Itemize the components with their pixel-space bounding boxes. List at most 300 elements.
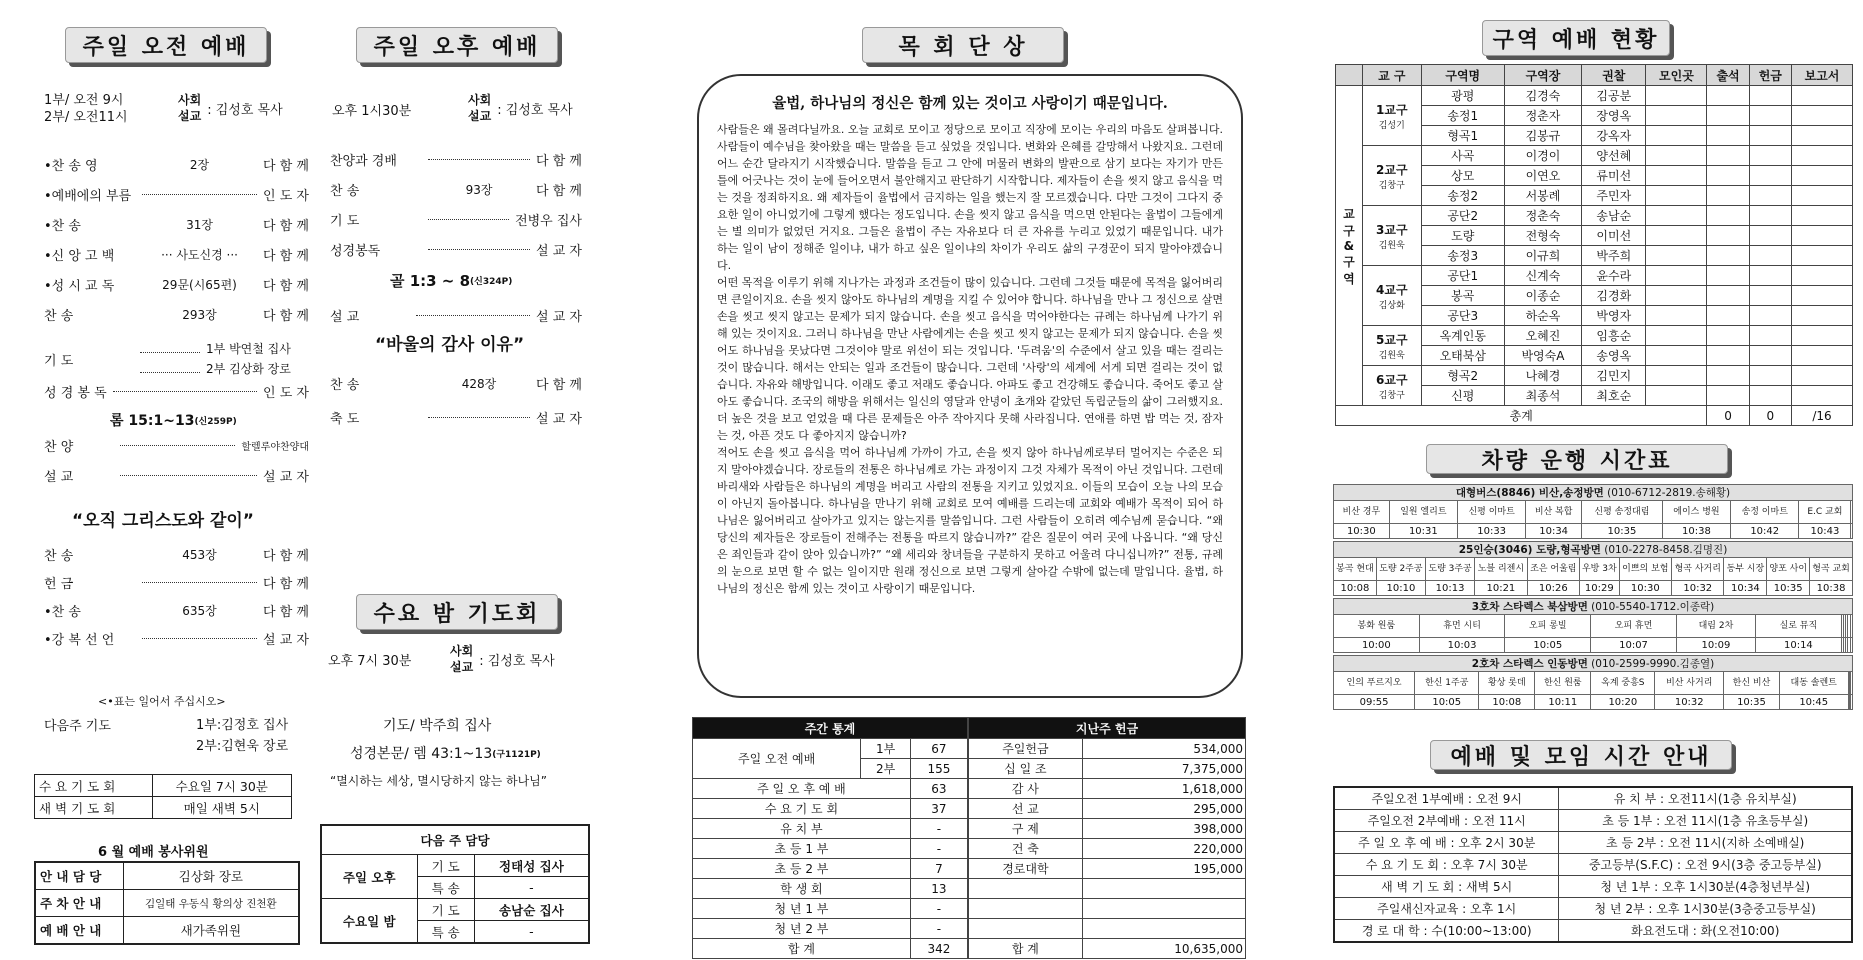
- afternoon-service-header: 주일 오후 예배: [356, 27, 558, 63]
- group-cell: 장영옥: [1582, 106, 1646, 126]
- offering-value: 195,000: [1082, 859, 1245, 879]
- bus-stop: 도량 2주공: [1376, 558, 1425, 581]
- empty-cell: [1707, 386, 1749, 406]
- bus-stop: 한신 비산: [1724, 672, 1780, 695]
- afternoon-order-row: [330, 180, 582, 199]
- group-cell: 신평: [1421, 386, 1504, 406]
- service-time-row: [1334, 920, 1852, 943]
- group-cell: 김경화: [1582, 286, 1646, 306]
- morning-order-row: [44, 215, 309, 234]
- volunteer-title: 6 월 예배 봉사위원: [98, 845, 209, 860]
- item-label: •성 시 교 독: [44, 279, 115, 294]
- offering-row: [969, 839, 1246, 859]
- service-time-cell: 경 로 대 학 : 수(10:00~13:00): [1334, 920, 1559, 943]
- morning-sermon: 설 교 설 교 자: [44, 470, 309, 485]
- bus-stop: [1851, 501, 1853, 524]
- empty-cell: [1749, 106, 1791, 126]
- total-row: [1336, 406, 1853, 426]
- bus-title: 25인승(3046) 도량,형곡방면: [1458, 544, 1601, 556]
- time-2: 2부/ 오전11시: [44, 110, 128, 125]
- item-detail: 29문(시65편): [162, 278, 237, 292]
- empty-cell: [1749, 306, 1791, 326]
- weekly-value: 63: [910, 779, 967, 799]
- bus-stop: 신평 이마트: [1458, 501, 1526, 524]
- volunteer-table: 안 내 담 당 김상화 장로 주 차 안 내 김일태 우동식 황의상 진천환 예 배 안 내 새가족위원: [34, 861, 300, 945]
- empty-cell: [1791, 266, 1852, 286]
- bus-time: 10:07: [1591, 638, 1677, 653]
- group-cell: 최호순: [1582, 386, 1646, 406]
- bus-time: 10:35: [1582, 524, 1663, 539]
- item-leader: 전병우 집사: [515, 214, 582, 229]
- service-times-table: [1333, 786, 1853, 943]
- empty-cell: [1749, 86, 1791, 106]
- offering-label: [969, 919, 1083, 939]
- bus-route: [1333, 655, 1853, 710]
- offering-value: 295,000: [1082, 799, 1245, 819]
- bus-time: [1851, 524, 1853, 539]
- empty-cell: [1646, 386, 1707, 406]
- bus-stop: 한신 1주공: [1415, 672, 1479, 695]
- group-cell: 김봉규: [1504, 126, 1581, 146]
- morning-order2-row: [44, 545, 309, 564]
- bus-stop: 휴먼 시티: [1419, 615, 1505, 638]
- cell-group-table: [1335, 64, 1853, 426]
- offering-row: [969, 739, 1246, 759]
- group-cell: 옥계인동: [1421, 326, 1504, 346]
- item-label: 찬 송: [44, 549, 74, 564]
- weekly-row: [693, 939, 968, 959]
- item-detail: 293장: [182, 308, 217, 322]
- bus-stop: 비산 복합: [1526, 501, 1582, 524]
- offering-row: [969, 819, 1246, 839]
- offering-value: 220,000: [1082, 839, 1245, 859]
- empty-cell: [1791, 246, 1852, 266]
- offering-value: [1082, 879, 1245, 899]
- item-leader: 설 교 자: [263, 633, 309, 648]
- item-label: •찬 송: [44, 219, 81, 234]
- empty-cell: [1749, 166, 1791, 186]
- offering-label: 십 일 조: [969, 759, 1083, 779]
- group-cell: 신계숙: [1504, 266, 1581, 286]
- side-col: [1336, 65, 1363, 86]
- group-cell: 공단2: [1421, 206, 1504, 226]
- group-cell: 오혜진: [1504, 326, 1581, 346]
- morning-scripture: 성 경 봉 독 인 도 자: [44, 386, 309, 401]
- bus-time: 10:34: [1724, 581, 1767, 596]
- wed-time: 오후 7시 30분: [328, 654, 412, 669]
- bus-route: [1333, 541, 1853, 596]
- item-label: 축 도: [330, 412, 360, 427]
- weekly-value: 37: [910, 799, 967, 819]
- item-leader: 다 함 께: [536, 154, 582, 169]
- bus-time: 10:32: [1655, 695, 1724, 710]
- wed-prayer: 기도/ 박주희 집사: [383, 718, 492, 734]
- group-cell: 박주희: [1582, 246, 1646, 266]
- group-cell: 공단3: [1421, 306, 1504, 326]
- afternoon-order2-row: [330, 408, 582, 427]
- weekly-value: -: [910, 899, 967, 919]
- group-cell: 임흥순: [1582, 326, 1646, 346]
- afternoon-time: 오후 1시30분: [332, 104, 412, 119]
- offering-row: [969, 799, 1246, 819]
- offering-value: 398,000: [1082, 819, 1245, 839]
- weekly-value: 13: [910, 879, 967, 899]
- weekly-label: 초 등 1 부: [693, 839, 911, 859]
- district-name: 3교구 김원욱: [1362, 206, 1421, 266]
- empty-cell: [1707, 226, 1749, 246]
- group-cell: 나혜경: [1504, 366, 1581, 386]
- afternoon-order-row: [330, 210, 582, 229]
- offering-value: 10,635,000: [1082, 939, 1245, 959]
- empty-cell: [1749, 206, 1791, 226]
- bus-stop: 동부 시장: [1724, 558, 1767, 581]
- item-leader: 다 함 께: [263, 219, 309, 234]
- empty-cell: [1791, 226, 1852, 246]
- weekly-row: [693, 879, 968, 899]
- group-cell: 정춘자: [1504, 106, 1581, 126]
- weekly-row: [693, 899, 968, 919]
- weekly-row: [693, 779, 968, 799]
- item-label: 찬 송: [330, 184, 360, 199]
- empty-cell: [1646, 366, 1707, 386]
- empty-cell: [1749, 226, 1791, 246]
- group-col-header: 권찰: [1582, 65, 1646, 86]
- service-times-header: 예배 및 모임 시간 안내: [1430, 740, 1732, 770]
- district-name: 2교구 김창구: [1362, 146, 1421, 206]
- offering-row: [969, 759, 1246, 779]
- next-prayer-label: 다음주 기도: [44, 719, 111, 734]
- bus-title: 3호차 스타렉스 북삼방면: [1471, 601, 1588, 613]
- item-detail: 428장: [461, 377, 497, 391]
- item-label: •신 앙 고 백: [44, 249, 115, 264]
- service-time-row: [1334, 832, 1852, 854]
- empty-cell: [1791, 326, 1852, 346]
- empty-cell: [1749, 266, 1791, 286]
- group-cell: 도량: [1421, 226, 1504, 246]
- cell-group-header: 구역 예배 현황: [1482, 20, 1670, 56]
- empty-cell: [1646, 306, 1707, 326]
- group-cell: 이종순: [1504, 286, 1581, 306]
- offering-label: 주일헌금: [969, 739, 1083, 759]
- weekly-label: 주 일 오 후 예 배: [693, 779, 911, 799]
- weekly-value: -: [910, 839, 967, 859]
- bus-time: 10:30: [1619, 581, 1671, 596]
- weekday-prayer-table: 수 요 기 도 회 수요일 7시 30분 새 벽 기 도 회 매일 새벽 5시: [34, 774, 292, 819]
- pastor-column-title: 율법, 하나님의 정신은 함께 있는 것이고 사랑이기 때문입니다.: [772, 95, 1168, 112]
- item-leader: 다 함 께: [263, 249, 309, 264]
- bus-stop: 봉화 원룸: [1334, 615, 1420, 638]
- weekly-row: [693, 819, 968, 839]
- stand-note: <•표는 일어서 주십시오>: [98, 695, 226, 708]
- bus-time: [1850, 638, 1853, 653]
- wednesday-header: 수요 밤 기도회: [356, 594, 558, 630]
- empty-cell: [1791, 306, 1852, 326]
- bus-time: 10:35: [1724, 695, 1780, 710]
- morning-order-row: [44, 275, 309, 294]
- group-col-header: 출석: [1707, 65, 1749, 86]
- bus-time: 10:38: [1662, 524, 1730, 539]
- bus-time: 10:42: [1731, 524, 1799, 539]
- group-cell: 송정2: [1421, 186, 1504, 206]
- item-detail: ··· 사도신경 ···: [161, 248, 238, 262]
- morning-sermon-title: “오직 그리스도와 같이”: [72, 511, 254, 531]
- weekly-sub: 1부: [861, 739, 911, 759]
- group-col-header: 구역명: [1421, 65, 1504, 86]
- weekly-row: [693, 739, 968, 759]
- bus-stop: 한신 원룸: [1535, 672, 1591, 695]
- next-duty-table: 다음 주 담당 주일 오후 기 도 정태성 집사 특 송 - 수요일 밤 기 도 송남순 집사 특 송 -: [320, 824, 590, 944]
- bus-stop: 비산 경무: [1334, 501, 1390, 524]
- bus-stop: 이쁘의 보험: [1619, 558, 1671, 581]
- wed-sermon-title: “멸시하는 세상, 멸시당하지 않는 하나님”: [330, 774, 547, 788]
- item-detail: 453장: [182, 548, 217, 562]
- item-detail: 31장: [186, 218, 213, 232]
- bus-time: 10:26: [1527, 581, 1579, 596]
- morning-prayer: 기 도 1부 박연철 집사 2부 김상화 장로: [44, 342, 291, 376]
- group-cell: 광평: [1421, 86, 1504, 106]
- empty-cell: [1791, 346, 1852, 366]
- offering-row: [969, 919, 1246, 939]
- empty-cell: [1646, 286, 1707, 306]
- group-col-header: 보고서: [1791, 65, 1852, 86]
- bus-time: 10:20: [1591, 695, 1655, 710]
- morning-service-header: 주일 오전 예배: [65, 27, 267, 63]
- next-prayer: 1부:김정호 집사 2부:김현욱 장로: [196, 718, 289, 754]
- offering-label: 합 계: [969, 939, 1083, 959]
- paragraph-1: 사람들은 왜 몰려다닐까요. 오늘 교회로 모이고 정당으로 모이고 직장에 모이는 우리의 마음도 살펴봅니다. 사람들이 예수님을 찾아왔을 때는 말씀을 듣고 싶었을 것입니다. 변화와 은혜를 갈망해서 나왔지요. 그런데 어느 순간 달라지기 시작했습니다. 말씀을 듣고 그 안에 머물러 변화의 발판으로 삼기 보다는 자기가 만든 틀에 어긋나는 것이 눈에 들어오면서 불안해지고 판단하기 시작합니다. 제자들이 손을 씻지 않고 음식을 먹는 것을 정죄하지요. 왜 제자들이 율법에서 금지하는 일을 했는지 잘 모르겠습니다. 다만 그것이 그다지 중요한 일이 아니었기에 그렇게 했다는 정도입니다. 손을 씻지 않고 음식을 먹으면 안된다는 율법이 그들에게는 별 의미가 없었던 거지요. 그들은 율법이 주는 자유보다 더 큰 자유를 누리고 있었기 때문입니다. 내가 하는 일이 남이 정해준 일이냐, 내가 하고 싶은 일이냐의 차이가 우리도 삶의 구경꾼이 되지 말아야겠습니다.: [717, 123, 1223, 272]
- empty-cell: [1749, 126, 1791, 146]
- item-leader: 다 함 께: [263, 159, 309, 174]
- bus-time: 10:29: [1580, 581, 1620, 596]
- bus-time: 10:34: [1526, 524, 1582, 539]
- group-cell: 형곡2: [1421, 366, 1504, 386]
- bus-time: 10:30: [1334, 524, 1390, 539]
- empty-cell: [1791, 106, 1852, 126]
- bus-stop: [1851, 672, 1853, 695]
- bus-phone: (010-2599-9990.김종열): [1587, 658, 1715, 670]
- wed-presider: 사회 설교 : 김성호 목사: [450, 644, 555, 674]
- bus-time: 10:05: [1505, 638, 1591, 653]
- bus-time: 10:21: [1475, 581, 1527, 596]
- bus-time: 10:11: [1535, 695, 1591, 710]
- group-cell: 전형숙: [1504, 226, 1581, 246]
- bus-stop: E.C 교회: [1799, 501, 1851, 524]
- empty-cell: [1707, 206, 1749, 226]
- weekly-stats-table: 주간 통계 주일 오전 예배 1부 67 2부 155 주 일 오 후 예 배 63 수 요 기 도 회 37 유 치 부 - 초 등 1 부 - 초 등 2 부 7 학 생 회 13 청 년 1 부 - 청 년 2 부 - 합 계 342: [692, 717, 968, 959]
- empty-cell: [1791, 286, 1852, 306]
- bus-stop: 양포 사이: [1767, 558, 1810, 581]
- bus-time: 10:09: [1676, 638, 1755, 653]
- bus-stop: 실로 뮤직: [1756, 615, 1842, 638]
- service-time-cell: 청 년 2부 : 오후 1시30분(3층중고등부실): [1559, 898, 1852, 920]
- offering-row: [969, 879, 1246, 899]
- bus-stop: 비산 사거리: [1655, 672, 1724, 695]
- empty-cell: [1749, 326, 1791, 346]
- weekly-label: 유 치 부: [693, 819, 911, 839]
- bus-stop: 형곡 교회: [1810, 558, 1853, 581]
- bus-stop: 조은 어울림: [1527, 558, 1579, 581]
- service-time-row: [1334, 787, 1852, 810]
- empty-cell: [1707, 166, 1749, 186]
- offering-value: 7,375,000: [1082, 759, 1245, 779]
- bus-phone: (010-6712-2819.송해황): [1603, 487, 1731, 499]
- group-cell: 상모: [1421, 166, 1504, 186]
- bus-title: 대형버스(8846) 비산,송정방면: [1455, 487, 1604, 499]
- offering-table: 지난주 헌금 주일헌금 534,000 십 일 조 7,375,000 감 사 1,618,000 선 교 295,000 구 제 398,000 건 축 220,000 경로대학 195,000 합 계 10,635,000: [968, 717, 1246, 959]
- empty-cell: [1646, 226, 1707, 246]
- item-detail: 93장: [465, 183, 493, 197]
- bus-time: 10:10: [1376, 581, 1425, 596]
- group-cell: 이미선: [1582, 226, 1646, 246]
- bus-stop: 봉곡 현대: [1334, 558, 1377, 581]
- weekly-label: 학 생 회: [693, 879, 911, 899]
- service-time-cell: 초 등 1부 : 오전 11시(1층 유초등부실): [1559, 810, 1852, 832]
- group-row: [1336, 86, 1853, 106]
- group-cell: 최종석: [1504, 386, 1581, 406]
- empty-cell: [1707, 106, 1749, 126]
- service-time-cell: 주 일 오 후 예 배 : 오후 2시 30분: [1334, 832, 1559, 854]
- bus-time: 10:45: [1779, 695, 1848, 710]
- group-cell: 송영옥: [1582, 346, 1646, 366]
- empty-cell: [1749, 246, 1791, 266]
- morning-presider: 사회 설교 : 김성호 목사: [178, 93, 283, 123]
- offering-row: [969, 779, 1246, 799]
- bus-time: 10:05: [1415, 695, 1479, 710]
- item-label: 성경봉독: [330, 244, 381, 259]
- empty-cell: [1707, 146, 1749, 166]
- weekly-sub: 2부: [861, 759, 911, 779]
- group-cell: 형곡1: [1421, 126, 1504, 146]
- empty-cell: [1749, 346, 1791, 366]
- bus-stop: 오피 롱빌: [1505, 615, 1591, 638]
- weekly-value: -: [910, 819, 967, 839]
- offering-label: 구 제: [969, 819, 1083, 839]
- total-value: 0: [1749, 406, 1791, 426]
- empty-cell: [1646, 146, 1707, 166]
- item-label: •찬 송 영: [44, 159, 98, 174]
- bus-phone: (010-5540-1712.이종락): [1587, 601, 1715, 613]
- afternoon-sermon: 설 교 설 교 자: [330, 310, 582, 325]
- item-label: 헌 금: [44, 577, 74, 592]
- service-time-cell: 수 요 기 도 회 : 오후 7시 30분: [1334, 854, 1559, 876]
- pastor-column-box: [697, 74, 1243, 698]
- paragraph-2: 어떤 목적을 이루기 위해 지나가는 과정과 조건들이 많이 있습니다. 그런데 그것들 때문에 목적을 잃어버리면 큰일이지요. 손을 씻지 않아도 하나님의 계명을 지킬 수 있어야 합니다. 하나님을 만나 그 정신으로 살면 손을 씻고 씻지 않고는 문제가 되지 않습니다. 손을 씻고 음식을 먹어야한다는 규례는 하나님께 나가기 위해 있는 것이지요. 그러니 하나님을 만난 사람에게는 손을 씻고 씻지 않고는 문제가 되지 않습니다. 손을 씻어도 하나님을 못났다면 그것이야 말로 위선이 되는 것입니다. '두려움'의 수준에서 살고 있을 때는 걸리는 것이 많습니다. 해서는 안되는 일과 조건들이 많습니다. 그런데 '사랑'의 세계에 서게 되면 걸리는 것이 없습니다. 자유와 해방입니다. 이래도 좋고 저래도 좋습니다. 아파도 좋고 건강해도 좋습니다. 죽어도 좋고 살아도 좋습니다. 조국의 해방을 위해서는 일신의 영달과 안녕이 초개와 같았던 독립군들의 삶이 그러했지요. 더 높은 것을 보고 얻었을 때 다른 문제들은 아주 작아지다 못해 사라집니다. 연애를 하면 밥 먹는 것, 잠자는 것, 아픈 것도 다 좋아지지 않습니까?: [717, 276, 1223, 442]
- bus-time: 10:38: [1810, 581, 1853, 596]
- bus-time: 10:03: [1419, 638, 1505, 653]
- morning-order-row: [44, 155, 309, 174]
- bus-time: 10:33: [1458, 524, 1526, 539]
- empty-cell: [1791, 86, 1852, 106]
- group-cell: 박영자: [1582, 306, 1646, 326]
- offering-row: [969, 899, 1246, 919]
- item-leader: 다 함 께: [536, 184, 582, 199]
- item-label: 찬 송: [330, 378, 360, 393]
- group-cell: 이규희: [1504, 246, 1581, 266]
- pastor-column-header: 목 회 단 상: [862, 27, 1064, 63]
- morning-order-row: [44, 185, 309, 204]
- empty-cell: [1646, 346, 1707, 366]
- afternoon-sermon-title: “바울의 감사 이유”: [375, 335, 525, 355]
- weekly-value: -: [910, 919, 967, 939]
- group-cell: 봉곡: [1421, 286, 1504, 306]
- bus-title: 2호차 스타렉스 인동방면: [1471, 658, 1588, 670]
- empty-cell: [1791, 386, 1852, 406]
- service-time-cell: 주일오전 2부예배 : 오전 11시: [1334, 810, 1559, 832]
- district-name: 6교구 김창구: [1362, 366, 1421, 406]
- group-col-header: 교 구: [1362, 65, 1421, 86]
- group-cell: 하순옥: [1504, 306, 1581, 326]
- group-cell: 강옥자: [1582, 126, 1646, 146]
- item-label: 찬양과 경배: [330, 154, 397, 169]
- bus-time: 10:35: [1767, 581, 1810, 596]
- bus-time: 10:14: [1756, 638, 1842, 653]
- weekly-value: 67: [910, 739, 967, 759]
- item-leader: 다 함 께: [263, 309, 309, 324]
- weekly-row: [693, 919, 968, 939]
- group-cell: 오태북삼: [1421, 346, 1504, 366]
- empty-cell: [1791, 366, 1852, 386]
- bus-stop: 송정 이마트: [1731, 501, 1799, 524]
- morning-scripture-ref: 롬 15:1~13 (신259P): [110, 413, 237, 429]
- bus-stop: 인의 푸르지오: [1334, 672, 1415, 695]
- item-leader: 다 함 께: [263, 279, 309, 294]
- bus-time: 10:32: [1672, 581, 1724, 596]
- offering-label: 건 축: [969, 839, 1083, 859]
- district-name: 4교구 김상화: [1362, 266, 1421, 326]
- afternoon-order-row: [330, 150, 582, 169]
- weekly-value: 342: [910, 939, 967, 959]
- empty-cell: [1749, 186, 1791, 206]
- bus-time: 10:13: [1425, 581, 1474, 596]
- weekly-label: 주일 오전 예배: [693, 739, 861, 779]
- empty-cell: [1707, 186, 1749, 206]
- offering-value: 534,000: [1082, 739, 1245, 759]
- weekly-value: 7: [910, 859, 967, 879]
- bus-stop: 대림 2차: [1676, 615, 1755, 638]
- empty-cell: [1791, 186, 1852, 206]
- wed-scripture: 성경본문/ 렘 43:1~13 (구1121P): [350, 746, 541, 762]
- bus-stop: 우방 3차: [1580, 558, 1620, 581]
- empty-cell: [1707, 306, 1749, 326]
- weekly-label: 초 등 2 부: [693, 859, 911, 879]
- morning-order2-row: [44, 601, 309, 620]
- service-time-row: [1334, 854, 1852, 876]
- group-cell: 김공분: [1582, 86, 1646, 106]
- weekly-label: 수 요 기 도 회: [693, 799, 911, 819]
- bus-route: [1333, 484, 1853, 539]
- service-time-cell: 유 치 부 : 오전11시(1층 유치부실): [1559, 787, 1852, 810]
- empty-cell: [1646, 326, 1707, 346]
- group-cell: 김민지: [1582, 366, 1646, 386]
- total-value: /16: [1791, 406, 1852, 426]
- empty-cell: [1646, 266, 1707, 286]
- morning-order2-row: [44, 629, 309, 648]
- offering-row: [969, 939, 1246, 959]
- empty-cell: [1749, 386, 1791, 406]
- bus-time: [1851, 695, 1853, 710]
- group-col-header: 모인곳: [1646, 65, 1707, 86]
- bus-stop: 오피 휴먼: [1591, 615, 1677, 638]
- afternoon-order2-row: [330, 374, 582, 393]
- group-row: [1336, 326, 1853, 346]
- empty-cell: [1707, 366, 1749, 386]
- item-leader: 다 함 께: [536, 378, 582, 393]
- empty-cell: [1707, 326, 1749, 346]
- group-cell: 이연오: [1504, 166, 1581, 186]
- bus-time: 09:55: [1334, 695, 1415, 710]
- service-time-cell: 초 등 2부 : 오전 11시(지하 소예배실): [1559, 832, 1852, 854]
- offering-label: 선 교: [969, 799, 1083, 819]
